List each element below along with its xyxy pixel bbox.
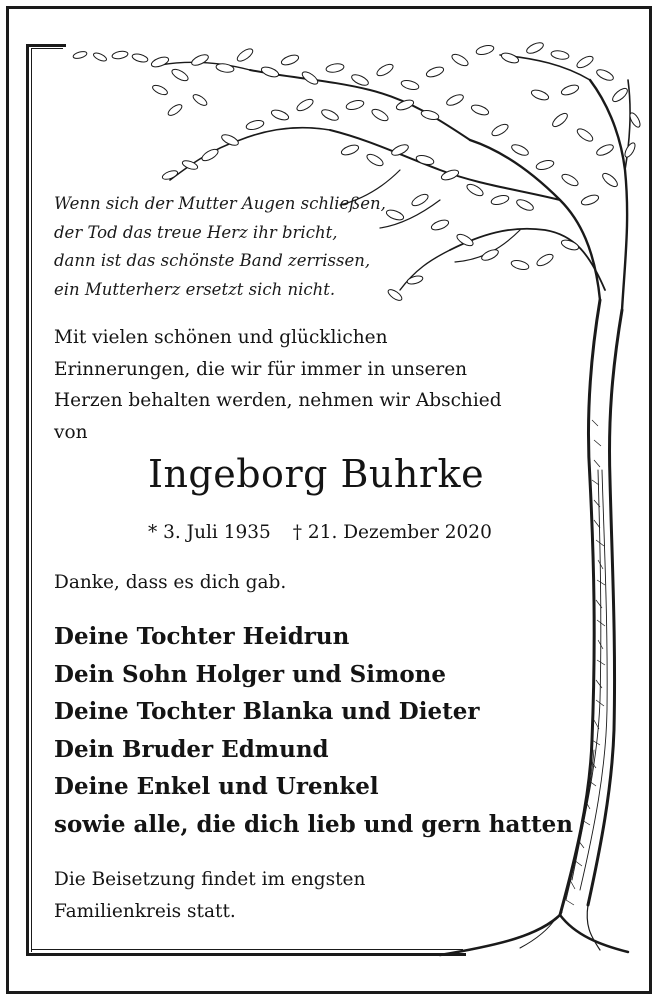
- burial-line: Familienkreis statt.: [54, 901, 236, 922]
- death-date: † 21. Dezember 2020: [292, 522, 492, 543]
- poem-line: ein Mutterherz ersetzt sich nicht.: [54, 279, 336, 299]
- mourners-list: [54, 618, 573, 843]
- mourner-line: Deine Tochter Heidrun: [54, 623, 350, 650]
- intro-line: von: [54, 421, 88, 443]
- mourner-line: Dein Bruder Edmund: [54, 735, 329, 763]
- poem-line: der Tod das treue Herz ihr bricht,: [54, 222, 338, 242]
- mourner-line: Deine Tochter Blanka und Dieter: [54, 698, 480, 725]
- thanks-text: Danke, dass es dich gab.: [54, 572, 287, 593]
- mourner-line: sowie alle, die dich lieb und gern hatten: [54, 810, 574, 838]
- life-dates: [148, 522, 492, 543]
- intro-line: Erinnerungen, die wir für immer in unseren: [54, 358, 468, 380]
- mourner-line: Deine Enkel und Urenkel: [54, 773, 379, 800]
- poem: [54, 190, 434, 304]
- burial-line: Die Beisetzung findet im engsten: [54, 869, 366, 890]
- mourner-line: Dein Sohn Holger und Simone: [54, 660, 447, 688]
- poem-line: dann ist das schönste Band zerrissen,: [54, 251, 371, 270]
- deceased-name: Ingeborg Buhrke: [147, 452, 485, 496]
- intro-line: Mit vielen schönen und glücklichen: [54, 327, 388, 348]
- burial-notice: [54, 864, 365, 928]
- poem-line: Wenn sich der Mutter Augen schließen,: [54, 194, 386, 213]
- intro-text: [54, 322, 554, 448]
- intro-line: Herzen behalten werden, nehmen wir Abschied: [54, 390, 502, 411]
- deceased-name-wrapper: [0, 452, 656, 496]
- birth-date: * 3. Juli 1935: [148, 522, 271, 543]
